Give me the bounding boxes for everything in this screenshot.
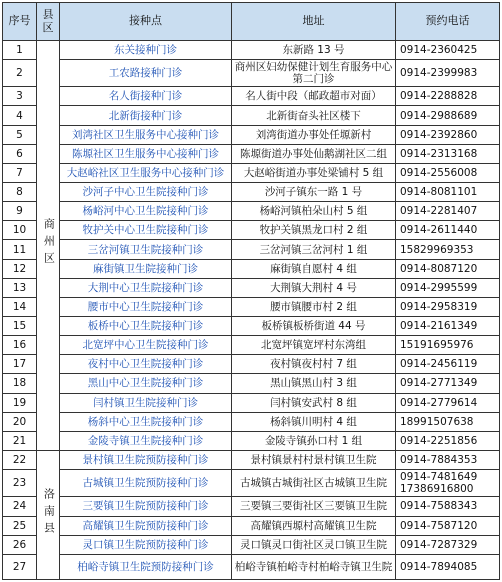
site-phone: 0914-7287329 — [396, 535, 500, 554]
site-address: 柏峪寺镇柏峪寺村柏峪寺镇卫生院 — [232, 554, 396, 579]
header-county: 县区 — [37, 3, 60, 41]
site-phone: 0914-2313168 — [396, 144, 500, 163]
site-name: 沙河子中心卫生院接种门诊 — [60, 183, 232, 202]
row-number: 11 — [3, 240, 37, 259]
site-phone: 0914-2611440 — [396, 221, 500, 240]
row-number: 16 — [3, 336, 37, 355]
site-phone: 0914-2995599 — [396, 278, 500, 297]
row-number: 8 — [3, 183, 37, 202]
site-phone: 0914-7481649 17386916800 — [396, 470, 500, 497]
table-row — [3, 497, 500, 516]
site-address: 东新路 13 号 — [232, 41, 396, 60]
site-name: 三要镇卫生院预防接种门诊 — [60, 497, 232, 516]
site-phone: 0914-2399983 — [396, 60, 500, 87]
site-address: 景村镇景村村景村镇卫生院 — [232, 451, 396, 470]
site-phone: 0914-2958319 — [396, 297, 500, 316]
table-row — [3, 535, 500, 554]
county-label: 商州区 — [42, 218, 56, 270]
table-row — [3, 60, 500, 87]
site-address: 灵口镇灵口街社区灵口镇卫生院 — [232, 535, 396, 554]
site-phone: 0914-2779614 — [396, 393, 500, 412]
site-name: 古城镇卫生院预防接种门诊 — [60, 470, 232, 497]
county-luonan — [37, 451, 60, 580]
site-address: 沙河子镇东一路 1 号 — [232, 183, 396, 202]
table-row — [3, 125, 500, 144]
site-phone: 0914-8087120 — [396, 259, 500, 278]
row-number: 7 — [3, 163, 37, 182]
site-name: 刘湾社区卫生服务中心接种门诊 — [60, 125, 232, 144]
site-name: 牧护关中心卫生院接种门诊 — [60, 221, 232, 240]
row-number: 1 — [3, 41, 37, 60]
site-address: 金陵寺镇孙口村 1 组 — [232, 431, 396, 450]
row-number: 9 — [3, 202, 37, 221]
site-phone: 0914-7884353 — [396, 451, 500, 470]
site-address: 商州区妇幼保健计划生育服务中心第二门诊 — [232, 60, 396, 87]
site-name: 北新街接种门诊 — [60, 106, 232, 125]
site-name: 灵口镇卫生院预防接种门诊 — [60, 535, 232, 554]
site-phone: 0914-2288828 — [396, 87, 500, 106]
table-row — [3, 470, 500, 497]
row-number: 22 — [3, 451, 37, 470]
site-phone: 18991507638 — [396, 412, 500, 431]
table-row — [3, 412, 500, 431]
site-name: 高耀镇卫生院预防接种门诊 — [60, 516, 232, 535]
site-phone: 0914-8081101 — [396, 183, 500, 202]
table-row — [3, 297, 500, 316]
row-number: 4 — [3, 106, 37, 125]
site-address: 北新街奋头社区楼下 — [232, 106, 396, 125]
header-address: 地址 — [232, 3, 396, 41]
table-row — [3, 451, 500, 470]
site-name: 陈塬社区卫生服务中心接种门诊 — [60, 144, 232, 163]
site-address: 名人街中段（邮政超市对面） — [232, 87, 396, 106]
site-name: 闫村镇卫生院接种门诊 — [60, 393, 232, 412]
site-phone: 0914-2771349 — [396, 374, 500, 393]
row-number: 3 — [3, 87, 37, 106]
table-row — [3, 240, 500, 259]
row-number: 24 — [3, 497, 37, 516]
table-row — [3, 221, 500, 240]
site-phone: 0914-2251856 — [396, 431, 500, 450]
site-phone: 15829969353 — [396, 240, 500, 259]
site-name: 麻街镇卫生院接种门诊 — [60, 259, 232, 278]
site-name: 板桥中心卫生院接种门诊 — [60, 317, 232, 336]
table-row — [3, 144, 500, 163]
site-phone: 15191695976 — [396, 336, 500, 355]
table-row — [3, 183, 500, 202]
site-address: 大荆镇大荆村 4 号 — [232, 278, 396, 297]
site-phone: 0914-2360425 — [396, 41, 500, 60]
site-address: 麻街镇自愿村 4 组 — [232, 259, 396, 278]
row-number: 12 — [3, 259, 37, 278]
site-name: 杨斜中心卫生院接种门诊 — [60, 412, 232, 431]
site-name: 杨峪河中心卫生院接种门诊 — [60, 202, 232, 221]
table-row — [3, 317, 500, 336]
row-number: 21 — [3, 431, 37, 450]
site-phone: 0914-2161349 — [396, 317, 500, 336]
site-address: 大赵峪街道办事处梁铺村 5 组 — [232, 163, 396, 182]
row-number: 6 — [3, 144, 37, 163]
site-address: 古城镇古城街社区古城镇卫生院 — [232, 470, 396, 497]
header-site: 接种点 — [60, 3, 232, 41]
site-name: 三岔河镇卫生院接种门诊 — [60, 240, 232, 259]
site-address: 板桥镇板桥街道 44 号 — [232, 317, 396, 336]
table-row — [3, 163, 500, 182]
table-row — [3, 87, 500, 106]
row-number: 15 — [3, 317, 37, 336]
site-phone: 0914-7588343 — [396, 497, 500, 516]
site-address: 杨峪河镇柏朵山村 5 组 — [232, 202, 396, 221]
row-number: 5 — [3, 125, 37, 144]
site-phone: 0914-2988689 — [396, 106, 500, 125]
table-row — [3, 278, 500, 297]
site-phone: 0914-2392860 — [396, 125, 500, 144]
vaccination-site-table — [2, 2, 500, 580]
site-phone: 0914-2556008 — [396, 163, 500, 182]
header-no: 序号 — [3, 3, 37, 41]
row-number: 14 — [3, 297, 37, 316]
row-number: 18 — [3, 374, 37, 393]
row-number: 13 — [3, 278, 37, 297]
site-name: 名人街接种门诊 — [60, 87, 232, 106]
table-row — [3, 41, 500, 60]
table-row — [3, 106, 500, 125]
site-name: 夜村中心卫生院接种门诊 — [60, 355, 232, 374]
header-phone: 预约电话 — [396, 3, 500, 41]
site-name: 腰市中心卫生院接种门诊 — [60, 297, 232, 316]
site-address: 闫村镇安武村 8 组 — [232, 393, 396, 412]
table-row — [3, 554, 500, 579]
site-name: 金陵寺镇卫生院接种门诊 — [60, 431, 232, 450]
site-address: 高耀镇西塬村高耀镇卫生院 — [232, 516, 396, 535]
table-row — [3, 374, 500, 393]
county-shangzhou — [37, 41, 60, 451]
row-number: 19 — [3, 393, 37, 412]
site-name: 景村镇卫生院预防接种门诊 — [60, 451, 232, 470]
site-name: 东关接种门诊 — [60, 41, 232, 60]
row-number: 10 — [3, 221, 37, 240]
row-number: 2 — [3, 60, 37, 87]
table-row — [3, 259, 500, 278]
table-row — [3, 393, 500, 412]
site-address: 刘湾街道办事处任塬新村 — [232, 125, 396, 144]
site-address: 夜村镇夜村村 7 组 — [232, 355, 396, 374]
site-name: 大荆中心卫生院接种门诊 — [60, 278, 232, 297]
row-number: 26 — [3, 535, 37, 554]
site-address: 陈塬街道办事处仙鹅湖社区二组 — [232, 144, 396, 163]
table-row — [3, 516, 500, 535]
site-address: 三岔河镇三岔河村 1 组 — [232, 240, 396, 259]
site-name: 大赵峪社区卫生服务中心接种门诊 — [60, 163, 232, 182]
site-name: 黑山中心卫生院接种门诊 — [60, 374, 232, 393]
table-row — [3, 202, 500, 221]
site-address: 三要镇三要街社区三要镇卫生院 — [232, 497, 396, 516]
site-phone: 0914-7894085 — [396, 554, 500, 579]
site-phone: 0914-7587120 — [396, 516, 500, 535]
site-phone: 0914-2456119 — [396, 355, 500, 374]
table-row — [3, 336, 500, 355]
site-name: 北宽坪中心卫生院接种门诊 — [60, 336, 232, 355]
row-number: 25 — [3, 516, 37, 535]
site-address: 腰市镇腰市村 2 组 — [232, 297, 396, 316]
row-number: 17 — [3, 355, 37, 374]
site-phone: 0914-2281407 — [396, 202, 500, 221]
site-address: 北宽坪镇宽坪村东湾组 — [232, 336, 396, 355]
header-row — [3, 3, 500, 41]
row-number: 27 — [3, 554, 37, 579]
county-label: 洛南县 — [42, 487, 56, 539]
row-number: 23 — [3, 470, 37, 497]
site-address: 黑山镇黑山村 3 组 — [232, 374, 396, 393]
site-address: 牧护关镇黑龙口村 2 组 — [232, 221, 396, 240]
site-address: 杨斜镇川明村 4 组 — [232, 412, 396, 431]
site-name: 工农路接种门诊 — [60, 60, 232, 87]
row-number: 20 — [3, 412, 37, 431]
site-name: 柏峪寺镇卫生院预防接种门诊 — [60, 554, 232, 579]
table-row — [3, 355, 500, 374]
table-row — [3, 431, 500, 450]
